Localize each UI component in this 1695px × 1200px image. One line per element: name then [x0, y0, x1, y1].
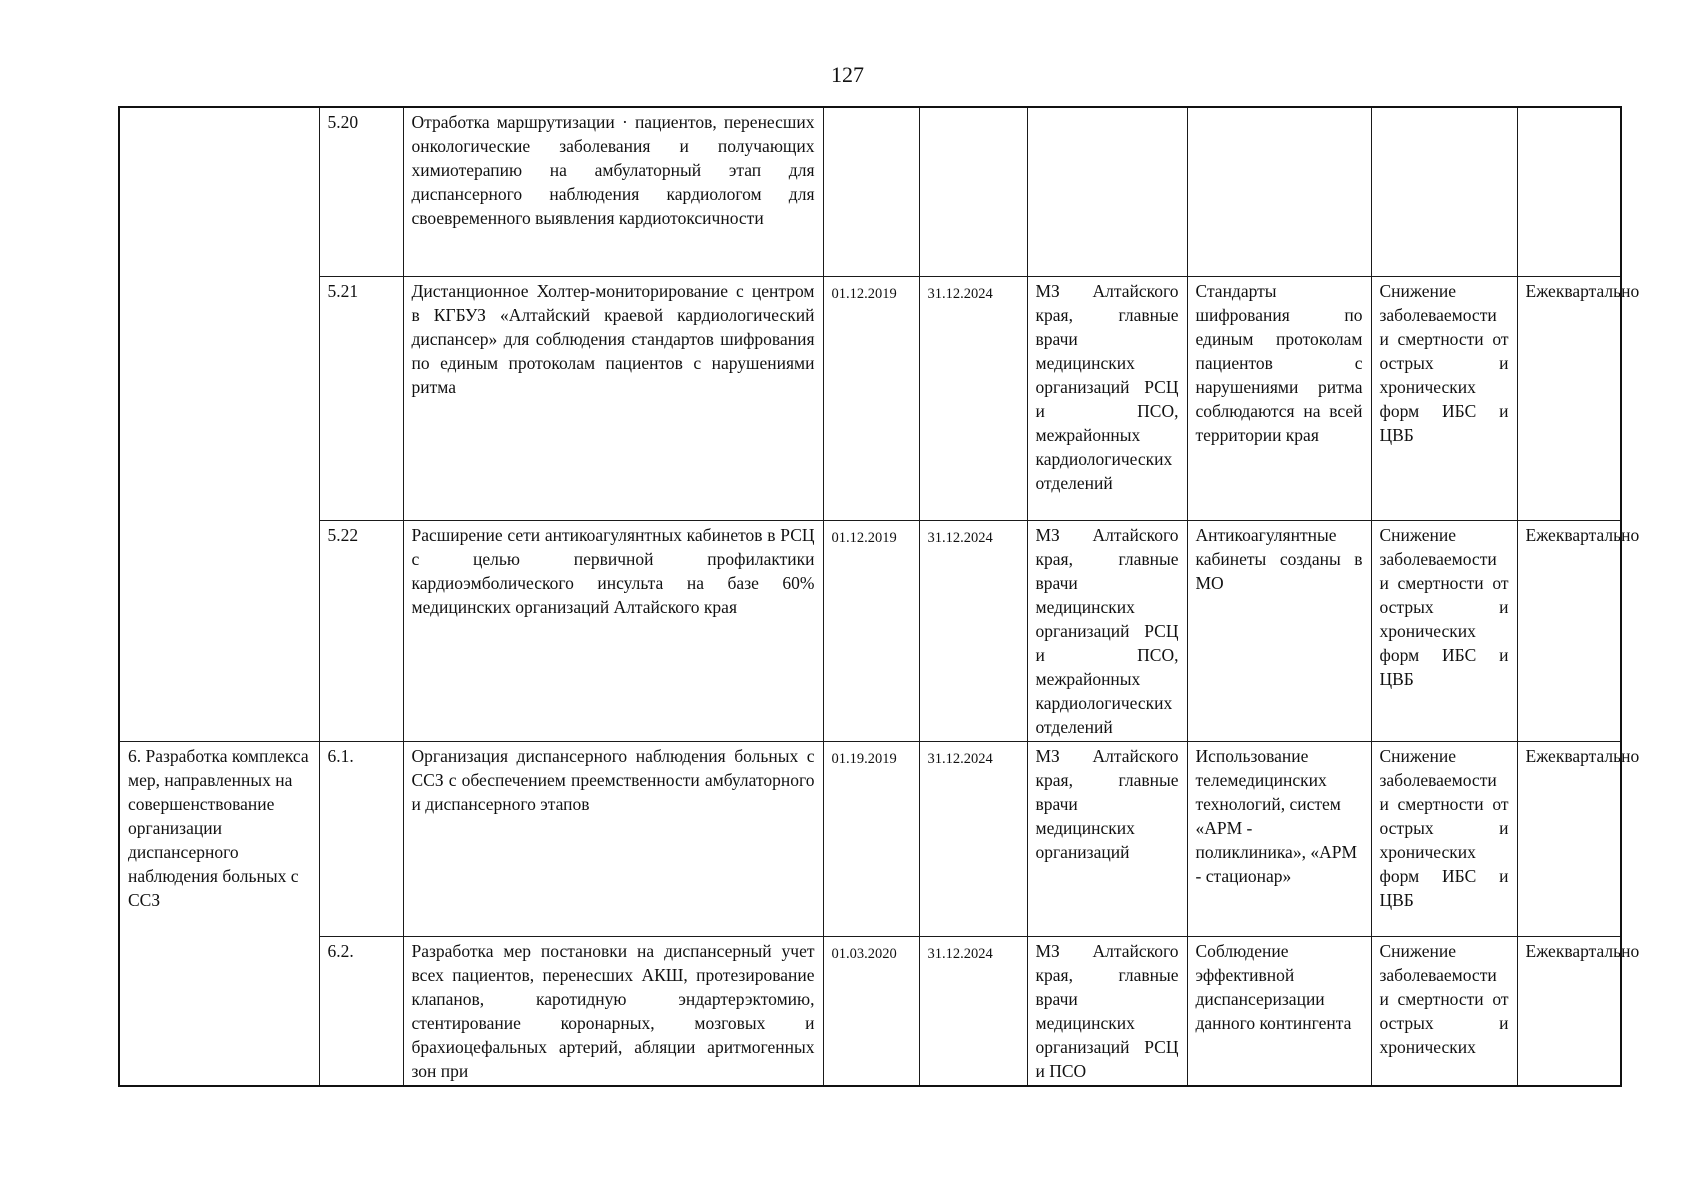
- indicator-cell: [1371, 107, 1517, 276]
- activity-cell: Отработка маршрутизации · пациентов, перенесших онкологические заболевания и получающих химиотерапию на амбулаторный этап для диспансерного наблюдения кардиологом для своевременного выявления кардиотоксичности: [403, 107, 823, 276]
- end-date: 31.12.2024: [919, 936, 1027, 1086]
- responsible-cell: МЗ Алтайского края, главные врачи медицинских организаций РСЦ и ПСО, межрайонных кардиологических отделений: [1027, 276, 1187, 520]
- activity-cell: Дистанционное Холтер-мониторирование с центром в КГБУЗ «Алтайский краевой кардиологический диспансер» для соблюдения стандартов шифрования по единым протоколам пациентов с нарушениями ритма: [403, 276, 823, 520]
- frequency-cell: Ежеквартально: [1517, 936, 1621, 1086]
- responsible-cell: МЗ Алтайского края, главные врачи медицинских организаций РСЦ и ПСО, межрайонных кардиологических отделений: [1027, 520, 1187, 741]
- item-number: 5.20: [319, 107, 403, 276]
- responsible-cell: МЗ Алтайского края, главные врачи медицинских организаций РСЦ и ПСО: [1027, 936, 1187, 1086]
- section-6-title: 6. Разработка комплекса мер, направленных на совершенствование организации диспансерного наблюдения больных с ССЗ: [119, 741, 319, 1086]
- start-date: 01.12.2019: [823, 276, 919, 520]
- plan-table: [118, 106, 1640, 1087]
- start-date: 01.19.2019: [823, 741, 919, 936]
- result-cell: Использование телемедицинских технологий, систем «АРМ - поликлиника», «АРМ - стационар»: [1187, 741, 1371, 936]
- table-row: [119, 520, 1621, 741]
- activity-cell: Организация диспансерного наблюдения больных с ССЗ с обеспечением преемственности амбулаторного и диспансерного этапов: [403, 741, 823, 936]
- end-date: 31.12.2024: [919, 741, 1027, 936]
- indicator-cell: Снижение заболеваемости и смертности от острых и хронических: [1371, 936, 1517, 1086]
- table-row: [119, 741, 1621, 936]
- result-cell: Антикоагулянтные кабинеты созданы в МО: [1187, 520, 1371, 741]
- start-date: 01.12.2019: [823, 520, 919, 741]
- indicator-cell: Снижение заболеваемости и смертности от острых и хронических форм ИБС и ЦВБ: [1371, 520, 1517, 741]
- responsible-cell: [1027, 107, 1187, 276]
- frequency-cell: [1517, 107, 1621, 276]
- end-date: [919, 107, 1027, 276]
- table-row: [119, 936, 1621, 1086]
- item-number: 6.2.: [319, 936, 403, 1086]
- end-date: 31.12.2024: [919, 520, 1027, 741]
- end-date: 31.12.2024: [919, 276, 1027, 520]
- result-cell: Соблюдение эффективной диспансеризации данного контингента: [1187, 936, 1371, 1086]
- responsible-cell: МЗ Алтайского края, главные врачи медицинских организаций: [1027, 741, 1187, 936]
- activity-cell: Расширение сети антикоагулянтных кабинетов в РСЦ с целью первичной профилактики кардиоэмболического инсульта на базе 60% медицинских организаций Алтайского края: [403, 520, 823, 741]
- table-row: [119, 276, 1621, 520]
- frequency-cell: Ежеквартально: [1517, 741, 1621, 936]
- result-cell: Стандарты шифрования по единым протоколам пациентов с нарушениями ритма соблюдаются на всей территории края: [1187, 276, 1371, 520]
- frequency-cell: Ежеквартально: [1517, 276, 1621, 520]
- table-row: [119, 107, 1621, 276]
- start-date: 01.03.2020: [823, 936, 919, 1086]
- section-5-cell: [119, 107, 319, 741]
- indicator-cell: Снижение заболеваемости и смертности от острых и хронических форм ИБС и ЦВБ: [1371, 276, 1517, 520]
- result-cell: [1187, 107, 1371, 276]
- item-number: 6.1.: [319, 741, 403, 936]
- item-number: 5.22: [319, 520, 403, 741]
- frequency-cell: Ежеквартально: [1517, 520, 1621, 741]
- indicator-cell: Снижение заболеваемости и смертности от острых и хронических форм ИБС и ЦВБ: [1371, 741, 1517, 936]
- activity-cell: Разработка мер постановки на диспансерный учет всех пациентов, перенесших АКШ, протезирование клапанов, каротидную эндартерэктомию, стентирование коронарных, мозговых и брахиоцефальных артерий, абляции аритмогенных зон при: [403, 936, 823, 1086]
- start-date: [823, 107, 919, 276]
- item-number: 5.21: [319, 276, 403, 520]
- page-number: 127: [831, 62, 864, 87]
